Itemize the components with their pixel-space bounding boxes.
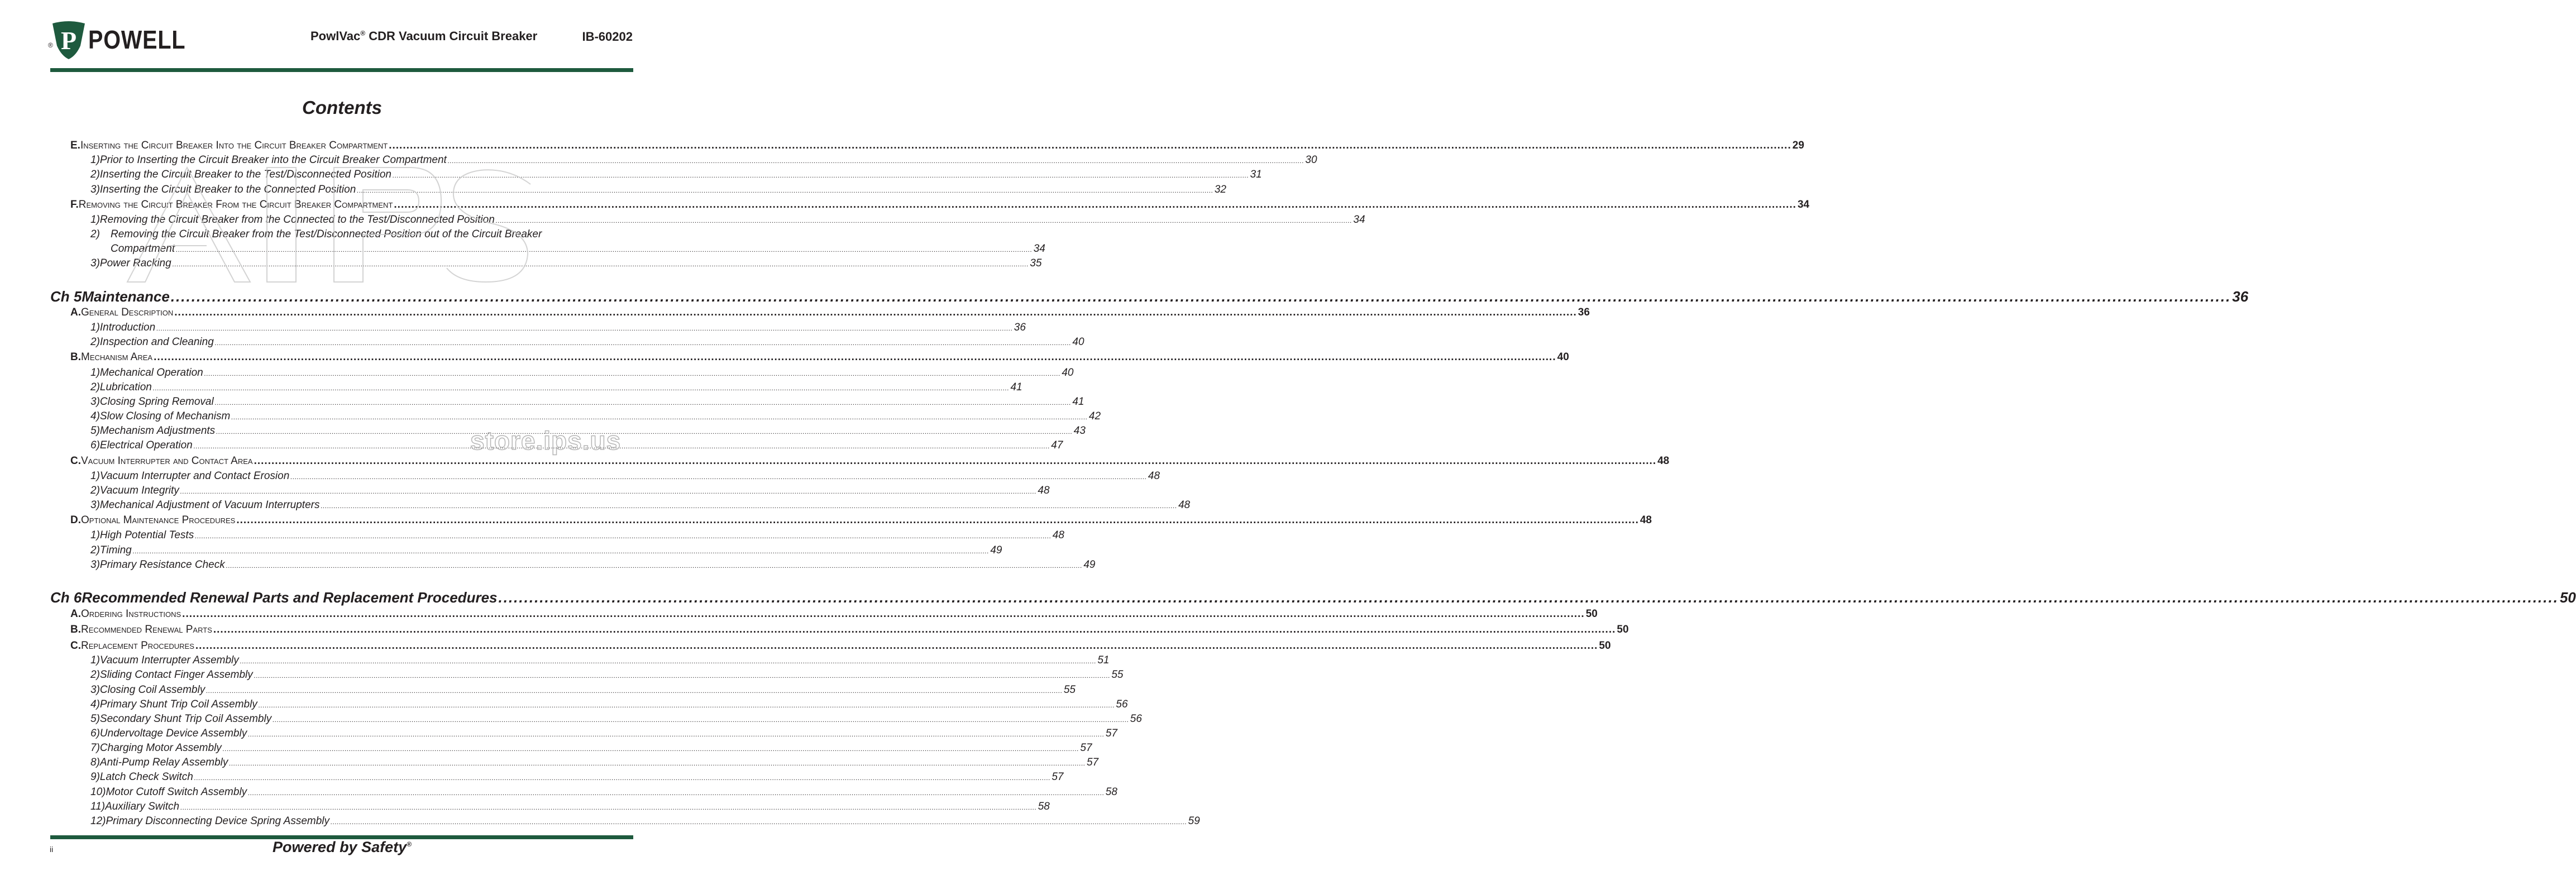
toc-entry-title: Power Racking: [99, 257, 171, 269]
toc-leader-dots: ................................................................................................................................................................................................................................................................................................................................................................................................................: [132, 547, 990, 555]
toc-entry-page: 48: [1640, 514, 1652, 526]
toc-entry-page: 34: [1353, 214, 1365, 226]
toc-entry-sub[interactable]: [90, 544, 1002, 557]
toc-leader-dots: ................................................................................................................................................................................................................................................................................................................................................................................................................: [236, 514, 1639, 526]
toc-leader-dots: ................................................................................................................................................................................................................................................................................................................................................................................................................: [226, 562, 1083, 570]
toc-leader-dots: ................................................................................................................................................................................................................................................................................................................................................................................................................: [216, 428, 1073, 436]
toc-entry-number: 4): [90, 410, 100, 422]
toc-leader-dots: ................................................................................................................................................................................................................................................................................................................................................................................................................: [193, 442, 1050, 450]
toc-leader-dots: ................................................................................................................................................................................................................................................................................................................................................................................................................: [213, 624, 1616, 635]
toc-entry-title: Slow Closing of Mechanism: [99, 410, 231, 422]
toc-entry-number: 2): [90, 228, 100, 240]
toc-entry-number: E.: [70, 140, 80, 151]
page-header: [0, 0, 684, 78]
toc-entry-sub[interactable]: [90, 381, 1022, 394]
toc-entry-cont[interactable]: [111, 243, 1045, 255]
toc-entry-number: 5): [90, 713, 100, 725]
toc-entry-sub[interactable]: [90, 410, 1101, 423]
toc-leader-dots: ................................................................................................................................................................................................................................................................................................................................................................................................................: [357, 186, 1213, 194]
toc-entry-page: 57: [1105, 728, 1117, 739]
toc-entry-number: 2): [90, 381, 100, 393]
toc-entry-number: 2): [90, 669, 100, 681]
toc-leader-dots: ................................................................................................................................................................................................................................................................................................................................................................................................................: [447, 157, 1304, 165]
toc-entry-number: 5): [90, 425, 100, 437]
toc-entry-sub[interactable]: [90, 336, 1084, 348]
toc-entry-title: Removing the Circuit Breaker from the Test/Disconnected Position out of the Circuit Breaker: [111, 228, 542, 240]
toc-entry-title: Sliding Contact Finger Assembly: [99, 669, 253, 681]
toc-leader-dots: ................................................................................................................................................................................................................................................................................................................................................................................................................: [254, 672, 1111, 680]
toc-leader-dots: ................................................................................................................................................................................................................................................................................................................................................................................................................: [206, 687, 1063, 695]
toc-entry-title: Latch Check Switch: [99, 771, 193, 783]
toc-entry-number: A.: [70, 307, 81, 318]
toc-entry-title: Secondary Shunt Trip Coil Assembly: [99, 713, 272, 725]
toc-entry-page: 57: [1080, 742, 1092, 754]
toc-entry-title: Replacement Procedures: [81, 640, 194, 652]
toc-entry-number: 7): [90, 742, 100, 754]
toc-entry-page: 36: [1014, 322, 1026, 333]
toc-entry-title: Primary Disconnecting Device Spring Assembly: [106, 815, 330, 827]
toc-entry-title: Charging Motor Assembly: [99, 742, 222, 754]
header-rule: [50, 68, 633, 72]
toc-entry-sub[interactable]: [90, 169, 1262, 181]
toc-entry-sub[interactable]: [90, 699, 1128, 711]
toc-entry-title: Removing the Circuit Breaker From the Circuit Breaker Compartment: [78, 199, 393, 211]
toc-entry-number: 1): [90, 470, 100, 482]
toc-leader-dots: ................................................................................................................................................................................................................................................................................................................................................................................................................: [498, 589, 2559, 606]
toc-leader-dots: ................................................................................................................................................................................................................................................................................................................................................................................................................: [214, 399, 1072, 406]
document-number: IB-60202: [582, 30, 633, 44]
toc-leader-dots: ................................................................................................................................................................................................................................................................................................................................................................................................................: [248, 730, 1105, 738]
toc-entry-page: 50: [2559, 589, 2576, 606]
toc-entry-number: B.: [70, 351, 81, 363]
toc-entry-number: Ch 5: [50, 288, 82, 305]
toc-entry-page: 48: [1038, 485, 1050, 496]
toc-entry-section[interactable]: [70, 640, 1611, 652]
toc-entry-title: High Potential Tests: [99, 529, 194, 541]
toc-leader-dots: ................................................................................................................................................................................................................................................................................................................................................................................................................: [172, 260, 1029, 268]
toc-entry-sub[interactable]: [90, 184, 1226, 196]
toc-leader-dots: ................................................................................................................................................................................................................................................................................................................................................................................................................: [204, 370, 1061, 377]
toc-entry-title: Electrical Operation: [99, 439, 193, 451]
store-watermark: store.ips.us: [470, 426, 622, 455]
toc-entry-number: B.: [70, 624, 81, 635]
toc-entry-page: 50: [1617, 624, 1629, 635]
toc-leader-dots: ................................................................................................................................................................................................................................................................................................................................................................................................................: [495, 217, 1352, 224]
toc-entry-sub[interactable]: [90, 728, 1117, 740]
toc-entry-number: F.: [70, 199, 79, 211]
toc-entry-number: 1): [90, 154, 100, 166]
toc-entry-title: Anti-Pump Relay Assembly: [99, 757, 228, 768]
toc-entry-page: 42: [1088, 410, 1101, 422]
toc-entry-title: Inspection and Cleaning: [99, 336, 214, 348]
toc-entry-number: 3): [90, 184, 100, 195]
toc-entry-title: Inserting the Circuit Breaker Into the Circuit Breaker Compartment: [80, 140, 388, 151]
toc-entry-number: 1): [90, 322, 100, 333]
toc-leader-dots: ................................................................................................................................................................................................................................................................................................................................................................................................................: [194, 774, 1051, 782]
toc-entry-page: 43: [1073, 425, 1086, 437]
toc-entry-number: 1): [90, 654, 100, 666]
toc-entry-number: 11): [90, 801, 106, 812]
toc-entry-title: Prior to Inserting the Circuit Breaker into the Circuit Breaker Compartment: [99, 154, 447, 166]
toc-leader-dots: ................................................................................................................................................................................................................................................................................................................................................................................................................: [394, 199, 1796, 211]
toc-leader-dots: ................................................................................................................................................................................................................................................................................................................................................................................................................: [182, 608, 1585, 620]
toc-entry-title: Inserting the Circuit Breaker to the Connected Position: [99, 184, 356, 195]
toc-entry-sub[interactable]: [90, 257, 1042, 270]
toc-leader-dots: ................................................................................................................................................................................................................................................................................................................................................................................................................: [273, 716, 1129, 724]
toc-entry-number: 6): [90, 728, 100, 739]
toc-leader-dots: ................................................................................................................................................................................................................................................................................................................................................................................................................: [154, 351, 1556, 363]
toc-entry-number: 8): [90, 757, 100, 768]
toc-leader-dots: ................................................................................................................................................................................................................................................................................................................................................................................................................: [180, 803, 1037, 811]
toc-entry-section[interactable]: [70, 140, 1804, 152]
toc-leader-dots: ................................................................................................................................................................................................................................................................................................................................................................................................................: [195, 532, 1052, 540]
footer-slogan: Powered by Safety®: [273, 839, 412, 855]
toc-entry-number: Ch 6: [50, 589, 82, 606]
toc-entry-number: 2): [90, 485, 100, 496]
toc-leader-dots: ................................................................................................................................................................................................................................................................................................................................................................................................................: [229, 759, 1086, 767]
toc-leader-dots: ................................................................................................................................................................................................................................................................................................................................................................................................................: [170, 288, 2231, 305]
toc-entry-sub[interactable]: [90, 669, 1124, 681]
toc-entry-page: 50: [1599, 640, 1611, 652]
toc-entry-number: 3): [90, 559, 100, 571]
toc-entry-title: Maintenance: [82, 288, 170, 305]
toc-entry-page: 30: [1305, 154, 1317, 166]
toc-entry-title: Vacuum Interrupter and Contact Erosion: [99, 470, 290, 482]
toc-entry-section[interactable]: [70, 351, 1569, 363]
toc-entry-title: Mechanical Adjustment of Vacuum Interrupters: [99, 499, 320, 511]
toc-entry-sub[interactable]: [90, 713, 1142, 725]
toc-entry-page: 34: [1797, 199, 1810, 211]
toc-entry-number: 2): [90, 336, 100, 348]
toc-entry-sub[interactable]: [90, 154, 1317, 166]
toc-leader-dots: ................................................................................................................................................................................................................................................................................................................................................................................................................: [240, 657, 1097, 665]
toc-leader-dots: ................................................................................................................................................................................................................................................................................................................................................................................................................: [156, 324, 1013, 332]
toc-entry-number: 9): [90, 771, 100, 783]
toc-entry-section[interactable]: [70, 624, 1629, 636]
toc-leader-dots: ................................................................................................................................................................................................................................................................................................................................................................................................................: [174, 307, 1577, 318]
toc-entry-page: 55: [1063, 684, 1076, 696]
toc-leader-dots: ................................................................................................................................................................................................................................................................................................................................................................................................................: [331, 818, 1187, 826]
toc-entry-sub[interactable]: [90, 815, 1200, 827]
toc-entry-sub[interactable]: [90, 786, 1117, 798]
toc-entry-page: 35: [1030, 257, 1042, 269]
toc-leader-dots: ................................................................................................................................................................................................................................................................................................................................................................................................................: [248, 789, 1105, 797]
toc-entry-title: Inserting the Circuit Breaker to the Test/Disconnected Position: [99, 169, 391, 180]
toc-entry-title: Compartment: [111, 243, 175, 255]
toc-entry-page: 29: [1792, 140, 1804, 151]
powell-logo-icon: [51, 20, 86, 60]
toc-entry-sub[interactable]: [90, 684, 1076, 696]
toc-entry-sub[interactable]: [90, 801, 1050, 813]
toc-entry-sub[interactable]: [90, 367, 1074, 379]
toc-leader-dots: ................................................................................................................................................................................................................................................................................................................................................................................................................: [214, 339, 1072, 347]
toc-entry-page: 48: [1052, 529, 1064, 541]
toc-entry-page: 41: [1010, 381, 1022, 393]
toc-entry-page: 34: [1033, 243, 1045, 255]
toc-entry-title: Primary Resistance Check: [99, 559, 225, 571]
toc-entry-number: 6): [90, 439, 100, 451]
toc-entry-page: 48: [1657, 455, 1670, 467]
toc-entry-sub[interactable]: [90, 529, 1064, 542]
toc-entry-title: Mechanical Operation: [99, 367, 203, 379]
toc-entry-sub[interactable]: [90, 322, 1026, 334]
toc-entry-number: 3): [90, 396, 100, 408]
toc-entry-page: 41: [1072, 396, 1084, 408]
toc-entry-title: Timing: [99, 544, 132, 556]
toc-entry-page: 32: [1214, 184, 1226, 195]
toc-entry-sub[interactable]: [90, 757, 1099, 769]
toc-entry-title: Primary Shunt Trip Coil Assembly: [99, 699, 257, 710]
toc-entry-sub[interactable]: [90, 771, 1064, 783]
toc-entry-page: 40: [1072, 336, 1084, 348]
toc-entry-title: Optional Maintenance Procedures: [81, 514, 236, 526]
toc-entry-sub[interactable]: [90, 654, 1110, 667]
toc-leader-dots: ................................................................................................................................................................................................................................................................................................................................................................................................................: [258, 701, 1115, 709]
toc-entry-sub-nopage[interactable]: [90, 228, 542, 241]
page-title: Contents: [302, 97, 382, 118]
toc-entry-title: Vacuum Interrupter and Contact Area: [81, 455, 253, 467]
toc-entry-page: 48: [1148, 470, 1160, 482]
toc-entry-page: 58: [1105, 786, 1117, 798]
toc-leader-dots: ................................................................................................................................................................................................................................................................................................................................................................................................................: [222, 745, 1079, 753]
toc-entry-page: 47: [1051, 439, 1063, 451]
toc-entry-sub[interactable]: [90, 214, 1365, 226]
toc-entry-sub[interactable]: [90, 485, 1050, 497]
toc-entry-number: 1): [90, 529, 100, 541]
toc-entry-sub[interactable]: [90, 499, 1191, 511]
toc-entry-page: 56: [1116, 699, 1128, 710]
toc-entry-number: 4): [90, 699, 100, 710]
toc-leader-dots: ................................................................................................................................................................................................................................................................................................................................................................................................................: [254, 455, 1657, 467]
toc-entry-title: Recommended Renewal Parts and Replacement Procedures: [82, 589, 498, 606]
toc-entry-sub[interactable]: [90, 742, 1092, 754]
toc-entry-number: 3): [90, 257, 100, 269]
toc-entry-title: Removing the Circuit Breaker from the Connected to the Test/Disconnected Position: [99, 214, 495, 226]
toc-leader-dots: ................................................................................................................................................................................................................................................................................................................................................................................................................: [321, 502, 1178, 510]
toc-leader-dots: ................................................................................................................................................................................................................................................................................................................................................................................................................: [176, 246, 1033, 253]
toc-entry-number: 3): [90, 499, 100, 511]
toc-entry-title: Recommended Renewal Parts: [81, 624, 212, 635]
toc-entry-number: C.: [70, 455, 81, 467]
toc-entry-page: 56: [1130, 713, 1142, 725]
toc-entry-title: Mechanism Adjustments: [99, 425, 216, 437]
toc-entry-title: Lubrication: [99, 381, 152, 393]
toc-entry-section[interactable]: [70, 608, 1598, 620]
toc-entry-title: Ordering Instructions: [81, 608, 181, 620]
toc-entry-section[interactable]: [70, 307, 1590, 319]
toc-entry-title: Introduction: [99, 322, 156, 333]
toc-entry-number: 1): [90, 214, 100, 226]
toc-entry-page: 36: [1578, 307, 1590, 318]
toc-entry-page: 48: [1178, 499, 1191, 511]
toc-entry-number: C.: [70, 640, 81, 652]
logo-letter: P: [60, 26, 77, 55]
toc-leader-dots: ................................................................................................................................................................................................................................................................................................................................................................................................................: [195, 640, 1598, 652]
toc-entry-title: Motor Cutoff Switch Assembly: [106, 786, 247, 798]
toc-entry-title: Vacuum Interrupter Assembly: [99, 654, 239, 666]
toc-entry-title: Undervoltage Device Assembly: [99, 728, 247, 739]
toc-entry-number: 2): [90, 169, 100, 180]
toc-entry-page: 59: [1188, 815, 1200, 827]
toc-entry-page: 49: [1083, 559, 1096, 571]
toc-entry-title: Closing Coil Assembly: [99, 684, 205, 696]
logo-wordmark: POWELL: [88, 25, 186, 54]
toc-entry-number: 10): [90, 786, 106, 798]
toc-entry-title: Mechanism Area: [81, 351, 153, 363]
toc-leader-dots: ................................................................................................................................................................................................................................................................................................................................................................................................................: [392, 171, 1249, 179]
toc-entry-page: 49: [990, 544, 1002, 556]
toc-leader-dots: ................................................................................................................................................................................................................................................................................................................................................................................................................: [290, 473, 1147, 481]
toc-entry-page: 51: [1097, 654, 1110, 666]
toc-entry-page: 58: [1038, 801, 1050, 812]
toc-entry-page: 40: [1062, 367, 1074, 379]
toc-entry-section[interactable]: [70, 455, 1670, 467]
toc-entry-section[interactable]: [70, 199, 1810, 211]
toc-entry-number: 12): [90, 815, 106, 827]
toc-entry-page: 55: [1111, 669, 1124, 681]
registered-mark: ®: [48, 41, 53, 49]
toc-entry-number: 2): [90, 544, 100, 556]
toc-entry-page: 31: [1250, 169, 1262, 180]
document-title: PowlVac® CDR Vacuum Circuit Breaker: [310, 29, 538, 43]
toc-entry-title: Auxiliary Switch: [105, 801, 180, 812]
toc-leader-dots: ................................................................................................................................................................................................................................................................................................................................................................................................................: [152, 384, 1010, 392]
toc-entry-section[interactable]: [70, 514, 1652, 527]
toc-entry-title: General Description: [81, 307, 174, 318]
toc-leader-dots: ................................................................................................................................................................................................................................................................................................................................................................................................................: [231, 413, 1088, 421]
toc-entry-chapter[interactable]: [50, 589, 2576, 606]
toc-entry-sub[interactable]: [90, 559, 1096, 571]
toc-leader-dots: ................................................................................................................................................................................................................................................................................................................................................................................................................: [180, 487, 1037, 495]
toc-entry-page: 36: [2232, 288, 2249, 305]
toc-entry-number: A.: [70, 608, 81, 620]
toc-entry-sub[interactable]: [90, 470, 1160, 482]
toc-entry-number: 1): [90, 367, 100, 379]
toc-entry-chapter[interactable]: [50, 288, 2249, 305]
toc-entry-page: 40: [1557, 351, 1569, 363]
toc-entry-page: 57: [1086, 757, 1099, 768]
toc-entry-number: D.: [70, 514, 81, 526]
toc-entry-title: Vacuum Integrity: [99, 485, 179, 496]
toc-entry-page: 57: [1052, 771, 1064, 783]
toc-entry-sub[interactable]: [90, 396, 1084, 408]
toc-entry-title: Closing Spring Removal: [99, 396, 214, 408]
toc-entry-page: 50: [1585, 608, 1598, 620]
toc-entry-number: 3): [90, 684, 100, 696]
toc-leader-dots: ................................................................................................................................................................................................................................................................................................................................................................................................................: [389, 140, 1791, 151]
page-number: ii: [50, 845, 54, 854]
